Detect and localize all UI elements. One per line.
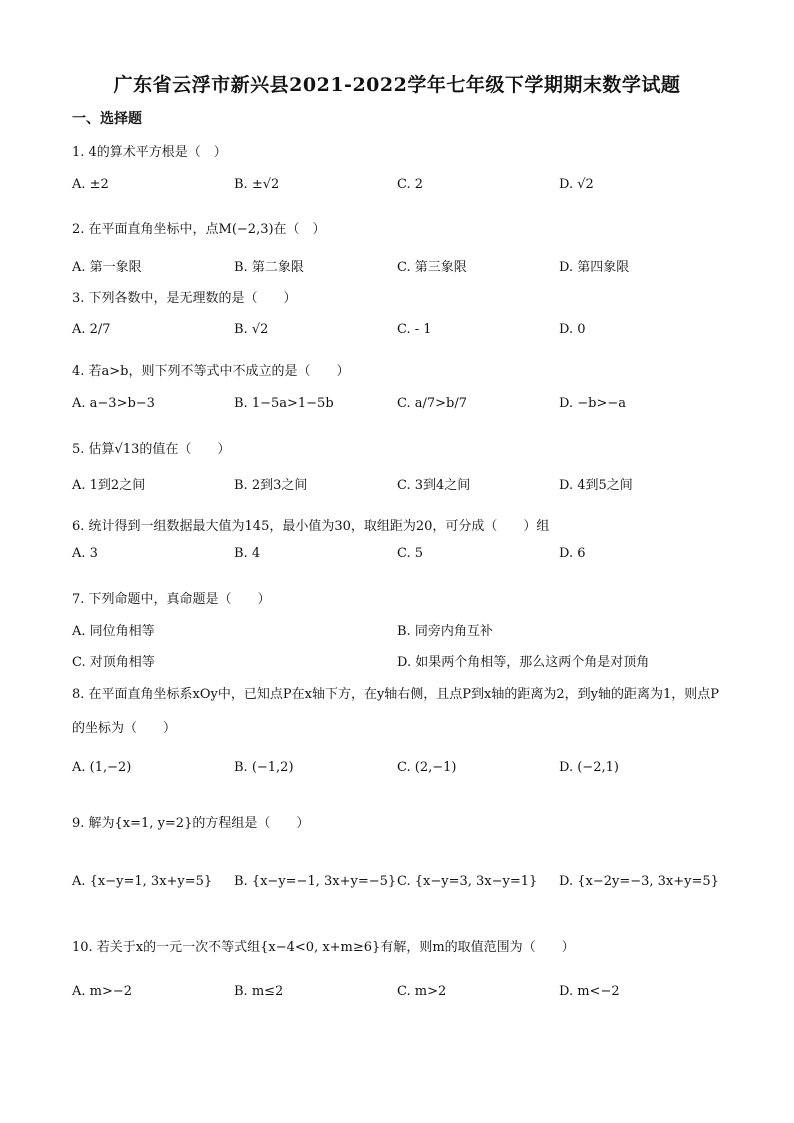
option-5a: A. 1到2之间 [72, 478, 146, 493]
option-10a: A. m>−2 [72, 984, 133, 999]
question-6-stem: 6. 统计得到一组数据最大值为145，最小值为30，取组距为20，可分成（ ）组 [72, 519, 550, 534]
option-8d: D. (−2,1) [559, 760, 619, 775]
question-5-options [72, 474, 722, 498]
option-10b: B. m≤2 [234, 984, 284, 999]
option-2c: C. 第三象限 [397, 260, 467, 275]
question-5-stem: 5. 估算√13的值在（ ） [72, 442, 231, 457]
question-7-stem: 7. 下列命题中，真命题是（ ） [72, 592, 271, 607]
option-4d: D. −b>−a [559, 396, 626, 411]
option-5d: D. 4到5之间 [559, 478, 633, 493]
option-9b: B. {x−y=−1, 3x+y=−5} [234, 874, 397, 889]
option-7b: B. 同旁内角互补 [397, 624, 493, 639]
exam-title: 广东省云浮市新兴县2021-2022学年七年级下学期期末数学试题 [113, 74, 681, 96]
question-4-stem: 4. 若a>b，则下列不等式中不成立的是（ ） [72, 364, 350, 379]
option-3c: C. - 1 [397, 322, 432, 337]
option-5c: C. 3到4之间 [397, 478, 471, 493]
question-10-options [72, 984, 722, 1008]
option-1b: B. ±√2 [234, 177, 280, 192]
option-6a: A. 3 [72, 546, 98, 561]
question-10-stem: 10. 若关于x的一元一次不等式组{x−4<0, x+m≥6}有解，则m的取值范围为（ ） [72, 940, 575, 955]
option-6b: B. 4 [234, 546, 261, 561]
question-1-stem: 1. 4的算术平方根是（ ） [72, 145, 227, 160]
question-7-options-row1 [72, 620, 722, 644]
option-10d: D. m<−2 [559, 984, 620, 999]
option-1d: D. √2 [559, 177, 594, 192]
option-5b: B. 2到3之间 [234, 478, 308, 493]
question-6-options [72, 546, 722, 570]
option-3a: A. 2/7 [72, 322, 111, 337]
question-1-options [72, 177, 722, 201]
option-2a: A. 第一象限 [72, 260, 142, 275]
option-3d: D. 0 [559, 322, 586, 337]
question-2-stem: 2. 在平面直角坐标中，点M(−2,3)在（ ） [72, 222, 326, 237]
question-8-stem: 8. 在平面直角坐标系xOy中，已知点P在x轴下方，在y轴右侧，且点P到x轴的距离为2，到y轴的距离为1，则点P的坐标为（ ） [72, 687, 720, 736]
question-3-stem: 3. 下列各数中，是无理数的是（ ） [72, 291, 297, 306]
question-7-options-row2 [72, 651, 722, 675]
option-9d: D. {x−2y=−3, 3x+y=5} [559, 874, 719, 889]
option-4c: C. a/7>b/7 [397, 396, 468, 411]
option-8a: A. (1,−2) [72, 760, 132, 775]
option-1a: A. ±2 [72, 177, 109, 192]
option-2d: D. 第四象限 [559, 260, 630, 275]
option-4a: A. a−3>b−3 [72, 396, 155, 411]
option-4b: B. 1−5a>1−5b [234, 396, 334, 411]
option-9c: C. {x−y=3, 3x−y=1} [397, 874, 538, 889]
option-6d: D. 6 [559, 546, 586, 561]
question-8-options [72, 760, 722, 784]
option-1c: C. 2 [397, 177, 424, 192]
option-6c: C. 5 [397, 546, 424, 561]
option-3b: B. √2 [234, 322, 269, 337]
option-10c: C. m>2 [397, 984, 447, 999]
question-3-options [72, 322, 722, 346]
option-9a: A. {x−y=1, 3x+y=5} [72, 874, 213, 889]
section-heading: 一、选择题 [72, 111, 142, 127]
option-7d: D. 如果两个角相等，那么这两个角是对顶角 [397, 655, 650, 670]
option-7c: C. 对顶角相等 [72, 655, 155, 670]
question-4-options [72, 396, 722, 420]
question-2-options [72, 256, 722, 280]
option-8c: C. (2,−1) [397, 760, 457, 775]
option-7a: A. 同位角相等 [72, 624, 155, 639]
question-9-stem: 9. 解为{x=1, y=2}的方程组是（ ） [72, 816, 310, 831]
option-2b: B. 第二象限 [234, 260, 304, 275]
question-9-options [72, 874, 722, 898]
option-8b: B. (−1,2) [234, 760, 294, 775]
